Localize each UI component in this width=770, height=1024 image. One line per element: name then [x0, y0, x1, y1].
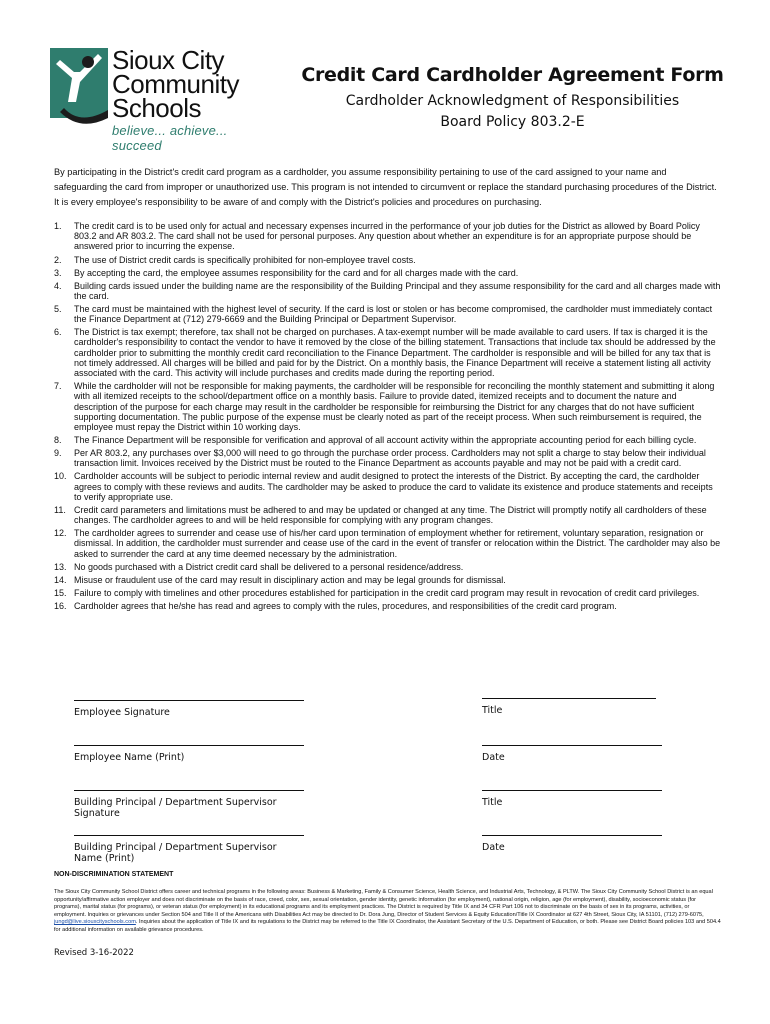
item-text: The card must be maintained with the highest level of security. If the card is lost or stolen or has become compromised, the cardholder must immediately contact the Finance Department at (712) 279-6669 and the Building Principal or Department Supervisor. [74, 303, 713, 325]
item-number: 5. [54, 303, 62, 314]
nondiscrimination-text-part1: The Sioux City Community School District offers career and technical programs in the following areas: Business & Marketing, Family & Consumer Science, Health Science, and Industrial Arts, Technology, & PLTW. The Sioux City Community School District is an equal opportunity/affirmative action employer and does not discriminate on the basis of race, creed, color, sex, sexual orientation, gender identity, genetic information (for employment), national origin, religion, age (for employment), disability, socioeconomic status (for programs), marital status (for programs), or veteran status (for employment) in its educational programs and its employment practices. The District is required by Title IX and 34 CFR Part 106 not to discriminate on the basis of sex in its programs, activities, or employment. Inquiries or grievances under Section 504 and Title II of the Americans with Disabilities Act may be directed to Dr. Dora Jung, Director of Student Services & Equity Education/Title IX Coordinator at 627 4th Street, Sioux City, IA 51101, (712) 279-6075, [54, 889, 713, 918]
item-number: 9. [54, 448, 62, 459]
item-text: While the cardholder will not be responsible for making payments, the cardholder will be responsible for reconciling the monthly statement and submitting it along with all itemized receipts to the school/department office on a monthly basis. Failure to provide dated, itemized receipts and to document the nature and description of the purpose for each charge may result in the cardholder be responsible for reimbursing the District for any charges that do not have sufficient supporting documentation. The public purpose of the expense must be clearly noted as part of the receipt process. When such reimbursement is required, the employee must repay the District within 10 working days. [74, 381, 715, 432]
item-text: Per AR 803.2, any purchases over $3,000 will need to go through the purchase order process. Cardholders may not split a charge to stay below their individual transaction limit. Invoices received by the District must be routed to the Finance Department as accounts payable and may not be paid with a credit card. [74, 448, 706, 469]
item-number: 11. [54, 504, 66, 515]
list-item [54, 588, 722, 598]
form-header [300, 64, 725, 130]
item-text: Credit card parameters and limitations must be adhered to and may be updated or changed at any time. The District will promptly notify all cardholders of these changes. The cardholder agrees to and will be held responsible for complying with any program changes. [74, 504, 707, 526]
intro-paragraph: By participating in the District's credit card program as a cardholder, you assume responsibility pertaining to use of the card assigned to your name and safeguarding the card from improper or unauthorized use. This program is not intended to circumvent or replace the standard purchasing procedures of the District. It is every employee's responsibility to be aware of and comply with the District's policies and procedures on purchasing. [54, 167, 717, 207]
item-number: 13. [54, 561, 67, 572]
item-text: Failure to comply with timelines and other procedures established for participation in the credit card program may result in revocation of credit card privileges. [74, 587, 700, 598]
item-number: 8. [54, 435, 62, 446]
list-item [54, 471, 722, 502]
principal-name-line[interactable]: Building Principal / Department Supervisor Name (Print) [74, 835, 304, 864]
item-number: 12. [54, 528, 67, 539]
list-item [54, 281, 722, 301]
item-number: 14. [54, 574, 67, 585]
form-title: Credit Card Cardholder Agreement Form [301, 64, 724, 86]
form-subtitle: Cardholder Acknowledgment of Responsibilities [345, 93, 680, 109]
list-item [54, 268, 722, 278]
item-number: 6. [54, 327, 62, 338]
list-item [54, 601, 722, 611]
logo-tagline: believe... achieve... succeed [112, 123, 228, 153]
nondiscrimination-text-part2: . Inquiries about the application of Title IX and its regulations to the District may be referred to the Title IX Coordinator, the Assistant Secretary of the U.S. Department of Education, or both. Please see District Board policies 103 and 504.4 for additional information on available grievance procedures. [54, 919, 721, 933]
logo-text-line3: Schools [112, 93, 201, 123]
list-item [54, 381, 722, 432]
list-item [54, 255, 722, 265]
list-item [54, 562, 722, 572]
list-item [54, 435, 722, 445]
item-number: 4. [54, 280, 62, 291]
item-number: 1. [54, 221, 62, 231]
date-line-1[interactable]: Date [482, 745, 662, 763]
list-item [54, 221, 722, 252]
employee-signature-line[interactable]: Employee Signature [74, 700, 304, 718]
list-item [54, 528, 722, 559]
employee-name-line[interactable]: Employee Name (Print) [74, 745, 304, 763]
list-item [54, 575, 722, 585]
item-text: The use of District credit cards is specifically prohibited for non-employee travel costs. [74, 254, 416, 265]
item-number: 16. [54, 601, 67, 612]
logo-figure-icon [50, 48, 112, 126]
coordinator-email-link[interactable]: jungd@live.siouxcityschools.com [54, 919, 136, 925]
item-text: The credit card is to be used only for actual and necessary expenses incurred in the performance of your job duties for the District as allowed by Board Policy 803.2 and AR 803.2. The card shall not be used for personal purposes. Any question about whether an expenditure is for an appropriate purpose should be answered prior to incurring the expense. [74, 221, 700, 252]
list-item [54, 304, 722, 324]
list-item [54, 505, 722, 525]
item-text: Building cards issued under the building name are the responsibility of the Building Principal and they assume responsibility for the card and all charges made with the card. [74, 280, 721, 301]
item-text: The cardholder agrees to surrender and cease use of his/her card upon termination of employment whether for retirement, voluntary separation, resignation or dismissal. In addition, the cardholder must surrender and cease use of the card in the event of transfer or relocation within the District. The cardholder may also be asked to surrender the card at any time deemed necessary by the administration. [74, 528, 721, 559]
nondiscrimination-heading: NON-DISCRIMINATION STATEMENT [54, 871, 174, 878]
item-number: 15. [54, 587, 67, 598]
item-number: 10. [54, 471, 67, 482]
item-text: No goods purchased with a District credit card shall be delivered to a personal residence/address. [74, 561, 464, 572]
date-line-2[interactable]: Date [482, 835, 662, 853]
item-number: 7. [54, 381, 62, 392]
principal-signature-line[interactable]: Building Principal / Department Supervisor Signature [74, 790, 304, 819]
revision-date: Revised 3-16-2022 [54, 948, 134, 958]
item-text: The Finance Department will be responsible for verification and approval of all account activity within the appropriate accounting period for each billing cycle. [74, 435, 697, 446]
item-text: The District is tax exempt; therefore, tax shall not be charged on purchases. A tax-exempt number will be made available to card users. If tax is charged it is the cardholder's responsibility to contact the vendor to have it removed by the close of the billing statement. Transactions that include tax should be addressed by the cardholder prior to submitting the monthly credit card reconciliation to the Finance Department. The cardholder is responsible and will be billed for any tax that is not timely addressed. All charges will be billed and paid for by the District. On a monthly basis, the Finance Department will receive a statement listing all activity associated with the card. This activity will include purchases and credits made during the reporting period. [74, 327, 716, 379]
title-line-2[interactable]: Title [482, 790, 662, 808]
title-line-1[interactable]: Title [482, 698, 656, 716]
item-text: By accepting the card, the employee assumes responsibility for the card and for all charges made with the card. [74, 267, 519, 278]
responsibility-list [54, 221, 722, 614]
item-text: Cardholder accounts will be subject to periodic internal review and audit designed to protect the interests of the District. By accepting the card, the cardholder agrees to comply with these reviews and audits. The cardholder may be asked to produce the card to validate its existence and produce statements and receipts to verify appropriate use. [74, 471, 713, 502]
list-item [54, 448, 722, 468]
list-item [54, 327, 722, 378]
item-text: Cardholder agrees that he/she has read and agrees to comply with the rules, procedures, and responsibilities of the credit card program. [74, 601, 617, 612]
board-policy: Board Policy 803.2-E [440, 114, 585, 130]
logo-text-line1: Sioux City [112, 45, 225, 75]
nondiscrimination-text [54, 889, 722, 934]
logo-text-line2: Community [112, 69, 239, 99]
item-text: Misuse or fraudulent use of the card may result in disciplinary action and may be legal grounds for dismissal. [74, 574, 506, 585]
item-number: 3. [54, 267, 62, 278]
school-logo [50, 44, 280, 153]
item-number: 2. [54, 254, 62, 265]
